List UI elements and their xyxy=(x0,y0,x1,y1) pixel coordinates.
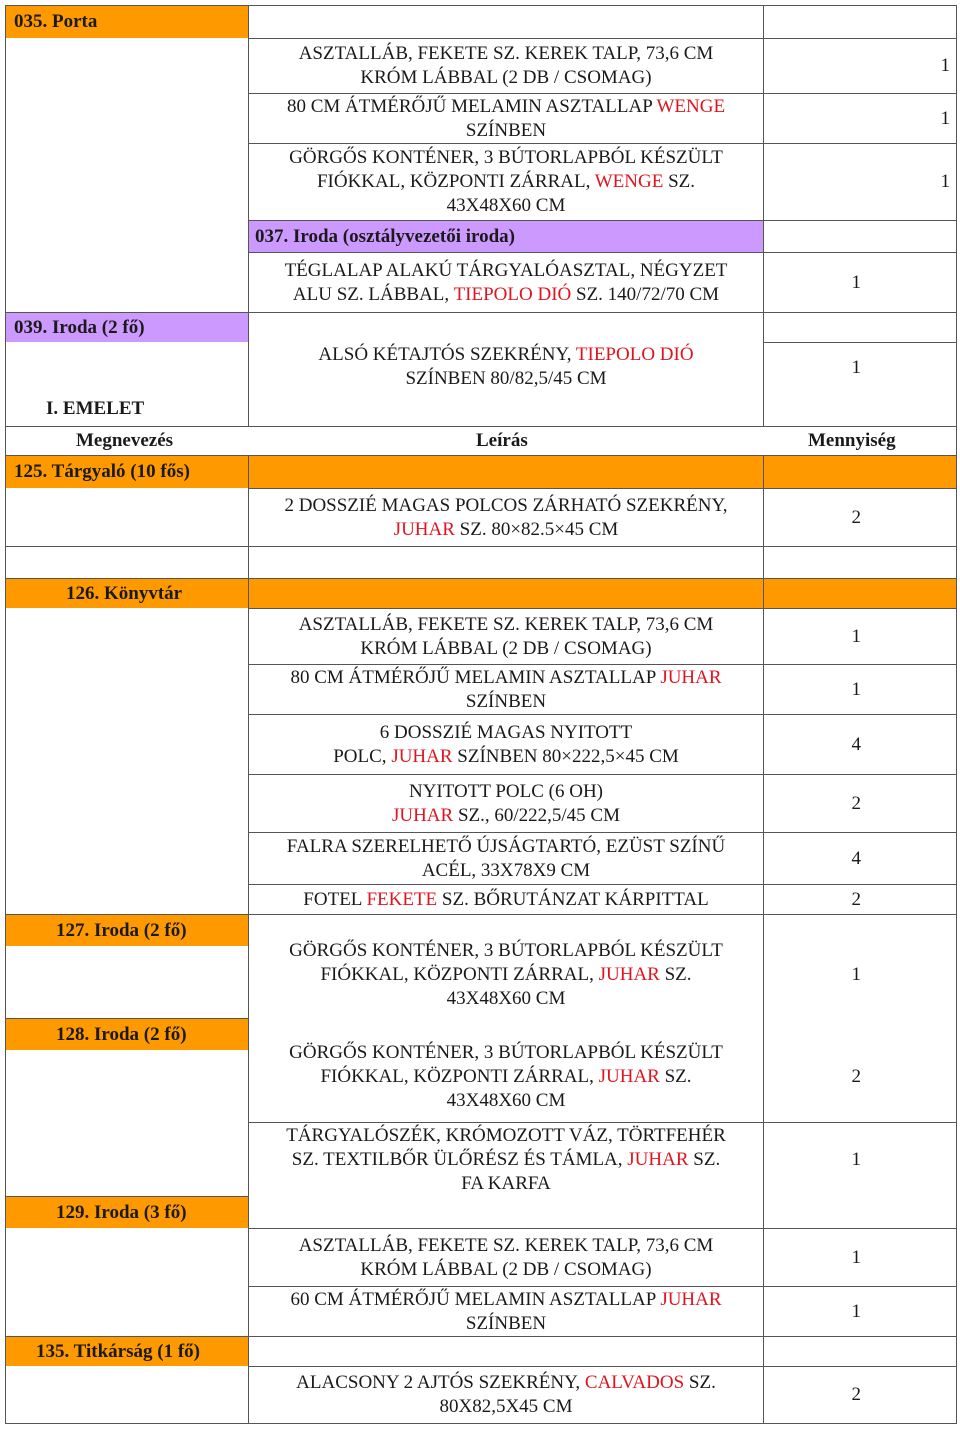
room-label: 128. Iroda (2 fő) xyxy=(56,1023,187,1045)
item-description: ALACSONY 2 AJTÓS SZEKRÉNY, CALVADOS SZ. 80X82,5X45 CM xyxy=(296,1372,716,1417)
item-quantity: 1 xyxy=(940,55,950,76)
item-description: TÉGLALAP ALAKÚ TÁRGYALÓASZTAL, NÉGYZET ALU SZ. LÁBBAL, TIEPOLO DIÓ SZ. 140/72/70 CM xyxy=(284,259,728,305)
item-description: ASZTALLÁB, FEKETE SZ. KEREK TALP, 73,6 CM KRÓM LÁBBAL (2 DB / CSOMAG) xyxy=(298,613,714,659)
table-row xyxy=(5,546,957,578)
table-row xyxy=(5,342,957,392)
item-quantity: 2 xyxy=(851,1384,861,1405)
item-quantity: 1 xyxy=(851,1300,861,1322)
table-row xyxy=(5,143,957,220)
room-label: 037. Iroda (osztályvezetői iroda) xyxy=(255,225,515,247)
header-name: Megnevezés xyxy=(76,430,174,451)
table-row xyxy=(5,1228,957,1286)
item-quantity: 1 xyxy=(851,1246,861,1268)
table-row xyxy=(5,1042,957,1122)
item-quantity: 2 xyxy=(851,506,861,528)
item-quantity: 2 xyxy=(851,888,861,910)
item-description: NYITOTT POLC (6 OH) JUHAR SZ., 60/222,5/45 CM xyxy=(391,780,621,826)
room-label: 035. Porta xyxy=(14,11,98,32)
item-description: ASZTALLÁB, FEKETE SZ. KEREK TALP, 73,6 CM KRÓM LÁBBAL (2 DB / CSOMAG) xyxy=(298,1234,714,1280)
table-row xyxy=(5,220,957,252)
table-row xyxy=(5,38,957,93)
item-description: 60 CM ÁTMÉRŐJŰ MELAMIN ASZTALLAP JUHAR SZÍNBEN xyxy=(290,1288,722,1334)
item-description: TÁRGYALÓSZÉK, KRÓMOZOTT VÁZ, TÖRTFEHÉR SZ. TEXTILBŐR ÜLŐRÉSZ ÉS TÁMLA, JUHAR SZ. FA KARFA xyxy=(286,1124,726,1194)
room-label: 127. Iroda (2 fő) xyxy=(56,919,187,941)
item-quantity: 1 xyxy=(851,271,861,293)
room-label: 135. Titkárság (1 fő) xyxy=(36,1340,200,1362)
table-row xyxy=(5,5,957,38)
item-description: 6 DOSSZIÉ MAGAS NYITOTT POLC, JUHAR SZÍNBEN 80×222,5×45 CM xyxy=(333,721,679,767)
item-quantity: 2 xyxy=(851,1066,861,1088)
item-quantity: 1 xyxy=(851,963,861,985)
item-quantity: 1 xyxy=(851,678,861,700)
table-row xyxy=(5,488,957,546)
table-header xyxy=(5,426,957,455)
item-quantity: 1 xyxy=(851,625,861,647)
item-description: FALRA SZERELHETŐ ÚJSÁGTARTÓ, EZÜST SZÍNŰ ACÉL, 33X78X9 CM xyxy=(286,835,726,881)
item-description: GÖRGŐS KONTÉNER, 3 BÚTORLAPBÓL KÉSZÜLT FIÓKKAL, KÖZPONTI ZÁRRAL, JUHAR SZ. 43X48X60 CM xyxy=(289,939,723,1009)
table-row xyxy=(5,714,957,774)
table-row xyxy=(5,832,957,884)
item-description: 80 CM ÁTMÉRŐJŰ MELAMIN ASZTALLAP WENGE SZÍNBEN xyxy=(286,95,726,141)
room-label: 126. Könyvtár xyxy=(66,582,183,604)
table-row xyxy=(5,1196,957,1228)
table-row xyxy=(5,578,957,608)
table-row xyxy=(5,608,957,664)
table-row xyxy=(5,1366,957,1424)
table-row xyxy=(5,884,957,914)
item-description: ASZTALLÁB, FEKETE SZ. KEREK TALP, 73,6 CM KRÓM LÁBBAL (2 DB / CSOMAG) xyxy=(298,43,714,88)
item-description: ALSÓ KÉTAJTÓS SZEKRÉNY, TIEPOLO DIÓ SZÍNBEN 80/82,5/45 CM xyxy=(318,344,694,389)
table-row xyxy=(5,1286,957,1336)
floor-label: I. EMELET xyxy=(46,398,145,419)
item-description: GÖRGŐS KONTÉNER, 3 BÚTORLAPBÓL KÉSZÜLT FIÓKKAL, KÖZPONTI ZÁRRAL, WENGE SZ. 43X48X60 CM xyxy=(289,147,723,216)
item-quantity: 1 xyxy=(851,356,861,378)
table-row xyxy=(5,1122,957,1196)
header-quantity: Mennyiség xyxy=(808,430,896,451)
inventory-table xyxy=(5,5,957,1424)
table-row xyxy=(5,312,957,342)
item-quantity: 2 xyxy=(851,792,861,814)
item-quantity: 1 xyxy=(940,107,950,129)
room-label: 125. Tárgyaló (10 fős) xyxy=(14,461,190,482)
table-row xyxy=(5,664,957,714)
item-quantity: 4 xyxy=(851,733,861,755)
table-row xyxy=(5,774,957,832)
room-label: 039. Iroda (2 fő) xyxy=(14,316,145,338)
item-description: 2 DOSSZIÉ MAGAS POLCOS ZÁRHATÓ SZEKRÉNY, JUHAR SZ. 80×82.5×45 CM xyxy=(284,494,728,540)
table-row xyxy=(5,455,957,488)
item-description: GÖRGŐS KONTÉNER, 3 BÚTORLAPBÓL KÉSZÜLT FIÓKKAL, KÖZPONTI ZÁRRAL, JUHAR SZ. 43X48X60 CM xyxy=(289,1042,723,1112)
room-label: 129. Iroda (3 fő) xyxy=(56,1201,187,1223)
table-row xyxy=(5,252,957,312)
header-description: Leírás xyxy=(476,430,528,451)
item-description: FOTEL FEKETE SZ. BŐRUTÁNZAT KÁRPITTAL xyxy=(303,888,709,910)
table-row xyxy=(5,392,957,426)
table-row xyxy=(5,93,957,143)
item-quantity: 4 xyxy=(851,847,861,869)
table-row xyxy=(5,1336,957,1366)
item-description: 80 CM ÁTMÉRŐJŰ MELAMIN ASZTALLAP JUHAR SZÍNBEN xyxy=(290,666,722,712)
item-quantity: 1 xyxy=(940,171,950,192)
table-row xyxy=(5,939,957,1018)
item-quantity: 1 xyxy=(851,1148,861,1170)
